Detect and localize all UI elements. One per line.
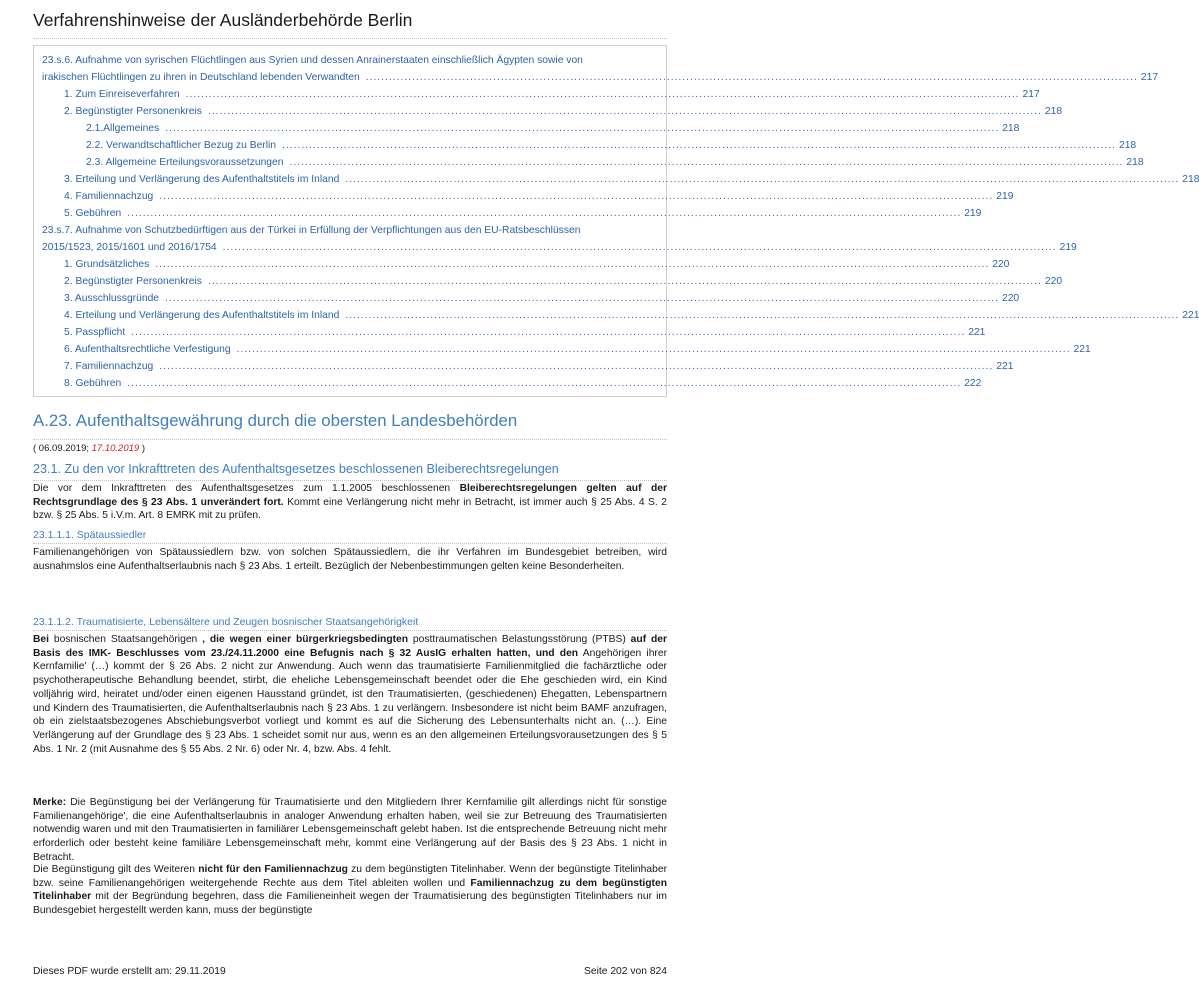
- date-close: ): [139, 443, 145, 454]
- toc-page: 222: [964, 378, 982, 389]
- toc-page: 219: [996, 191, 1014, 202]
- toc-page: 221: [1073, 344, 1091, 355]
- toc-entry[interactable]: [64, 276, 1063, 288]
- toc-leader: ........................................................................................................................................................................................................................: [185, 89, 1020, 100]
- section-heading-a23: A.23. Aufenthaltsgewährung durch die obersten Landesbehörden: [33, 411, 518, 430]
- date-open: ( 06.09.2019;: [33, 443, 92, 454]
- toc-entry-23s7-cont[interactable]: [42, 242, 1077, 254]
- toc-label: 6. Aufenthaltsrechtliche Verfestigung: [64, 344, 231, 355]
- toc-label: 4. Familiennachzug: [64, 191, 154, 202]
- text-run: Die Begünstigung gilt des Weiteren: [33, 864, 199, 875]
- toc-label: 2015/1523, 2015/1601 und 2016/1754: [42, 242, 217, 253]
- text-run-bold: Bleiberechtsregelungen gelten auf der Rechtsgrundlage des § 23 Abs. 1 unverändert fort.: [33, 483, 667, 508]
- toc-entry[interactable]: [64, 191, 1014, 203]
- toc-page: 218: [1002, 123, 1020, 134]
- toc-leader: ........................................................................................................................................................................................................................: [159, 361, 994, 372]
- toc-label: 2.2. Verwandtschaftlicher Bezug zu Berlin: [86, 140, 277, 151]
- date-amended: 17.10.2019: [91, 443, 140, 454]
- toc-page: 220: [1001, 293, 1020, 304]
- toc-entry-23s6[interactable]: 23.s.6. Aufnahme von syrischen Flüchtlingen aus Syrien und dessen Anrainerstaaten einschließlich Ägypten sowie von: [42, 55, 583, 66]
- toc-label: 7. Familiennachzug: [64, 361, 154, 372]
- paragraph-23-1: [33, 482, 667, 524]
- toc-label: 4. Erteilung und Verlängerung des Aufenthaltstitels im Inland: [64, 310, 340, 321]
- toc-label: 2. Begünstigter Personenkreis: [64, 276, 202, 287]
- toc-entry[interactable]: [64, 259, 1010, 271]
- text-run-bold: auf der Basis des IMK- Beschlusses vom 23./24.11.2000 eine Befugnis nach § 32 AusIG erhalten hatten, und den: [33, 634, 667, 659]
- text-run: zu dem begünstigten Titelinhaber. Wenn der begünstigte Titelinhaber bzw. seine Familienangehörigen weitergehende Rechte aus dem Titel ableiten wollen und: [33, 864, 667, 889]
- toc-leader: ........................................................................................................................................................................................................................: [282, 140, 1116, 151]
- toc-entry[interactable]: [64, 174, 1199, 186]
- toc-page: 221: [996, 361, 1014, 372]
- toc-entry[interactable]: [64, 378, 982, 390]
- text-run-bold: Bei: [33, 634, 50, 645]
- paragraph-familiennachzug: [33, 863, 667, 919]
- paragraph-23-1-1-2: [33, 633, 667, 773]
- toc-page: 218: [1118, 140, 1137, 151]
- toc-entry[interactable]: [64, 310, 1199, 322]
- toc-label: 1. Zum Einreiseverfahren: [64, 89, 180, 100]
- text-run: Angehörigen ihrer Kernfamilie' (…) kommt der § 26 Abs. 2 nicht zur Anwendung. Auch wenn das traumatisierte Familienmitglied die fachärztliche oder psychotherapeutische Behandlung beendet, stirbt, die eheliche Lebensgemeinschaft beendet oder die Ehe geschieden wird, ein Kind volljährig wird, heiratet und/oder einen eigenen Hausstand gründet, ist den Traumatisierten, (geschiedenen) Ehegatten, Lebenspartnern und Kindern des Traumatisierten, die Aufenthaltserlaubnis nach § 23 Abs. 1 zu verlängern. Insbesondere ist nicht beim BAMF anzufragen, ob ein zielstaatsbezogenes Abschiebungsverbot vorliegt und kommt es auf die Sicherung des Lebensunterhalts nicht an. (…). Eine Verlängerung auf der Grundlage des § 23 Abs. 1 scheidet somit nur aus, wenn es an den allgemeinen Erteilungsvorausetzungen des § 5 Abs. 1 Nr. 2 (mit Ausnahme des § 55 Abs. 2 Nr. 6) oder Nr. 4, bzw. Abs. 4 fehlt.: [33, 647, 668, 755]
- toc-entry[interactable]: [64, 106, 1063, 118]
- toc-page: 217: [1140, 72, 1159, 83]
- text-run: mit der Begründung begehren, dass die Familieneinheit wegen der Traumatisierung des begünstigten Titelinhabers nur im Bundesgebiet hergestellt werden kann, muss der begünstigte: [33, 891, 667, 917]
- footer-created-date: Dieses PDF wurde erstellt am: 29.11.2019: [33, 966, 226, 977]
- toc-page: 220: [992, 259, 1010, 270]
- section-dates: [33, 439, 667, 459]
- toc-entry[interactable]: [64, 293, 1020, 305]
- toc-leader: ........................................................................................................................................................................................................................: [155, 259, 990, 270]
- text-run: bosnischen Staatsangehörigen: [49, 634, 203, 645]
- toc-leader: ........................................................................................................................................................................................................................: [127, 208, 962, 219]
- toc-leader: ........................................................................................................................................................................................................................: [207, 276, 1042, 287]
- toc-leader: ........................................................................................................................................................................................................................: [159, 191, 994, 202]
- toc-leader: ........................................................................................................................................................................................................: [365, 72, 1138, 83]
- toc-label: 8. Gebühren: [64, 378, 122, 389]
- toc-leader: ........................................................................................................................................................................................................................: [289, 157, 1124, 168]
- document-title: Verfahrenshinweise der Ausländerbehörde Berlin: [33, 10, 413, 30]
- toc-label: 3. Ausschlussgründe: [64, 293, 160, 304]
- toc-entry[interactable]: [64, 361, 1014, 373]
- toc-page: 218: [1126, 157, 1144, 168]
- footer-page-number: Seite 202 von 824: [583, 966, 667, 977]
- toc-label: 3. Erteilung und Verlängerung des Aufenthaltstitels im Inland: [64, 174, 340, 185]
- toc-page: 219: [964, 208, 982, 219]
- toc-page: 221: [1182, 310, 1199, 321]
- text-run-bold: Familiennachzug zu dem begünstigten Titelinhaber: [33, 877, 667, 903]
- toc-label: 2.1.Allgemeines: [86, 123, 160, 134]
- paragraph-23-1-1-1: Familienangehörigen von Spätaussiedlern bzw. von solchen Spätaussiedlern, die ihr Verfahren im Bundesgebiet betreiben, wird ausnahmslos eine Aufenthaltserlaubnis nach § 23 Abs. 1 erteilt. Bezüglich der Nebenbestimmungen gelten keine Besonderheiten.: [33, 547, 667, 572]
- paragraph-merke: [33, 796, 667, 866]
- toc-entry[interactable]: [64, 344, 1091, 356]
- toc-entry-23s6-cont[interactable]: [42, 72, 1159, 84]
- toc-leader: ........................................................................................................................................................................................................................: [222, 242, 1057, 253]
- toc-page: 219: [1059, 242, 1077, 253]
- toc-entry[interactable]: [64, 208, 982, 220]
- merke-label: Merke:: [33, 797, 67, 808]
- toc-leader: ........................................................................................................................................................................................................................: [236, 344, 1071, 355]
- toc-page: 217: [1022, 89, 1040, 100]
- table-of-contents: [33, 45, 1199, 397]
- toc-page: 221: [968, 327, 986, 338]
- toc-label: 2.3. Allgemeine Erteilungsvoraussetzungen: [86, 157, 284, 168]
- toc-label: 1. Grundsätzliches: [64, 259, 150, 270]
- toc-page: 218: [1182, 174, 1199, 185]
- text-run: Die vor dem Inkrafttreten des Aufenthaltsgesetzes zum 1.1.2005 beschlossenen: [33, 483, 460, 494]
- toc-leader: ........................................................................................................................................................................................................................: [165, 123, 1000, 134]
- toc-page: 220: [1044, 276, 1063, 287]
- toc-leader: ........................................................................................................................................................................................................................: [165, 293, 999, 304]
- toc-entry[interactable]: [64, 327, 986, 339]
- toc-label: 5. Gebühren: [64, 208, 122, 219]
- text-run-bold: , die wegen einer bürgerkriegsbedingten: [202, 634, 409, 645]
- toc-label: 2. Begünstigter Personenkreis: [64, 106, 202, 117]
- toc-entry-23s7[interactable]: 23.s.7. Aufnahme von Schutzbedürftigen aus der Türkei in Erfüllung der Verpflichtungen aus den EU-Ratsbeschlüssen: [42, 225, 581, 236]
- heading-23-1-1-2: 23.1.1.2. Traumatisierte, Lebensältere und Zeugen bosnischer Staatsangehörigkeit: [33, 616, 667, 631]
- toc-entry[interactable]: [86, 140, 1137, 152]
- toc-leader: ........................................................................................................................................................................................................................: [345, 174, 1180, 185]
- text-run: Die Begünstigung bei der Verlängerung für Traumatisierte und den Mitgliedern Ihrer Kernfamilie gilt allerdings nicht für sonstige Familienangehörige', die eine Aufenthaltserlaubnis in analoger Anwendung erhalten haben, weil sie zur Betreuung des Traumatisierten notwendig waren und mit den Traumatisierten in familiärer Lebensgemeinschaft gelebt haben. Ist die entsprechende Betreuung nicht mehr erforderlich oder besteht keine familiäre Lebensgemeinschaft mehr, kommt eine Verlängerung auf der Basis des § 23 Abs. 1 nicht in Betracht.: [33, 797, 667, 863]
- page-header: [33, 10, 667, 39]
- toc-leader: ........................................................................................................................................................................................................................: [207, 106, 1042, 117]
- text-run-bold: nicht für den Familiennachzug: [198, 864, 348, 875]
- toc-page: 218: [1044, 106, 1063, 117]
- toc-leader: ........................................................................................................................................................................................................................: [127, 378, 962, 389]
- toc-label: irakischen Flüchtlingen zu ihren in Deutschland lebenden Verwandten: [42, 72, 360, 83]
- toc-entry[interactable]: [86, 123, 1020, 135]
- toc-leader: ........................................................................................................................................................................................................................: [131, 327, 966, 338]
- heading-23-1-1-1: 23.1.1.1. Spätaussiedler: [33, 529, 667, 544]
- toc-entry[interactable]: [64, 89, 1040, 101]
- text-run: posttraumatischen Belastungsstörung (PTBS): [408, 634, 631, 645]
- subsection-heading-23-1: 23.1. Zu den vor Inkrafttreten des Aufenthaltsgesetzes beschlossenen Bleiberechtsregelungen: [33, 462, 667, 481]
- text-run: Kommt eine Verlängerung nicht mehr in Betracht, ist immer auch § 25 Abs. 4 S. 2 bzw. § 25 Abs. 5 i.V.m. Art. 8 EMRK mit zu prüfen.: [33, 496, 667, 522]
- toc-entry[interactable]: [86, 157, 1144, 169]
- toc-leader: ........................................................................................................................................................................................................................: [345, 310, 1180, 321]
- toc-label: 5. Passpflicht: [64, 327, 126, 338]
